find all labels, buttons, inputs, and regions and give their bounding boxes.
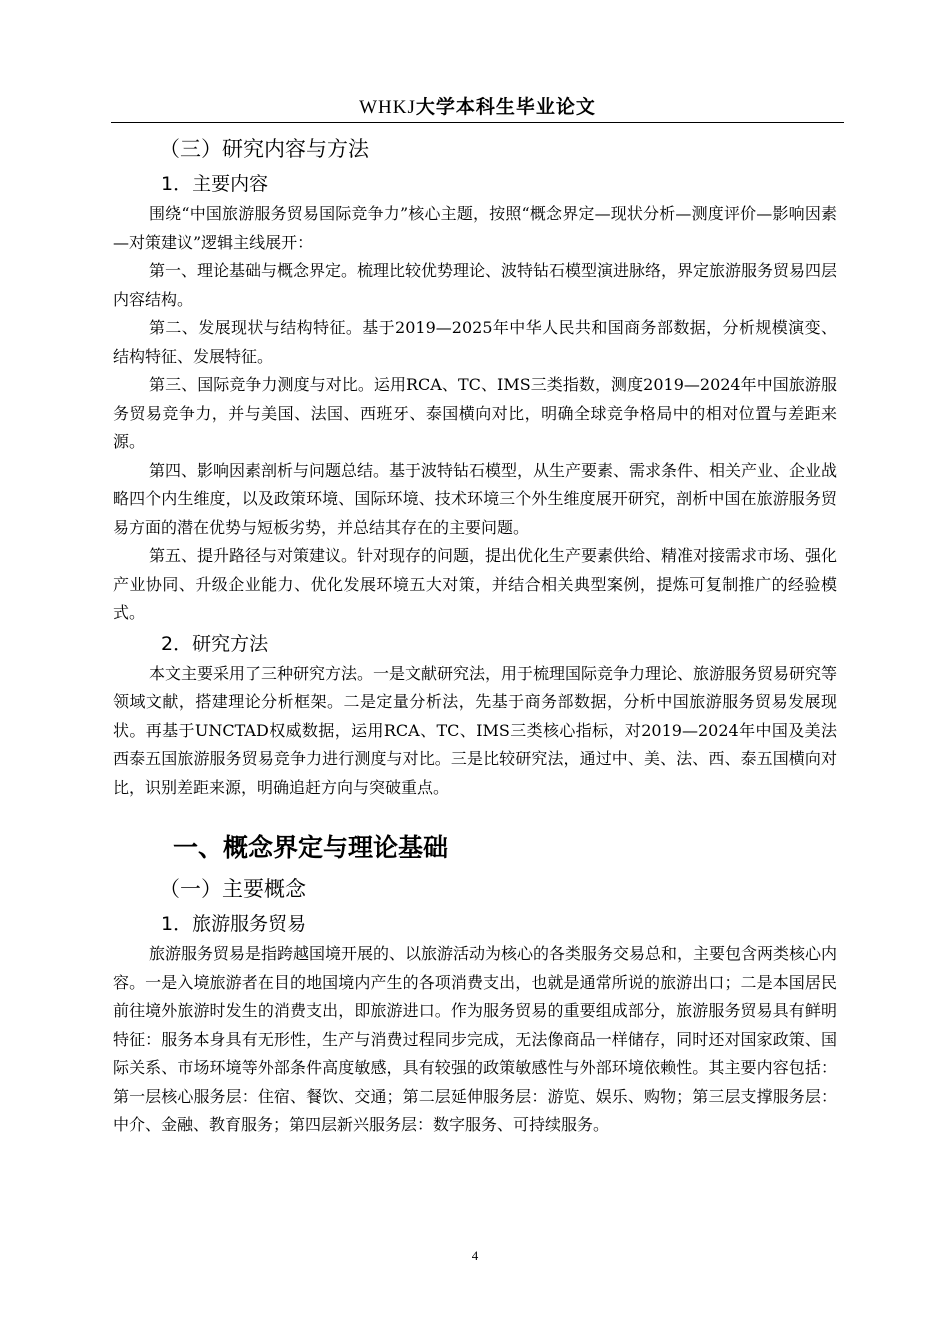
subheading-main-content: 1．主要内容 — [161, 173, 269, 195]
section-heading: （三）研究内容与方法 — [159, 137, 369, 161]
paragraph: 旅游服务贸易是指跨越国境开展的、以旅游活动为核心的各类服务交易总和，主要包含两类核心内容。一是入境旅游者在目的地国境内产生的各项消费支出，也就是通常所说的旅游出口；二是本国居民前往境外旅游时发生的消费支出，即旅游进口。作为服务贸易的重要组成部分，旅游服务贸易具有鲜明特征：服务本身具有无形性，生产与消费过程同步完成，无法像商品一样储存，同时还对国家政策、国际关系、市场环境等外部条件高度敏感，具有较强的政策敏感性与外部环境依赖性。其主要内容包括：第一层核心服务层：住宿、餐饮、交通；第二层延伸服务层：游览、娱乐、购物；第三层支撑服务层：中介、金融、教育服务；第四层新兴服务层：数字服务、可持续服务。 — [113, 944, 838, 1134]
header-latin: WHKJ — [359, 97, 416, 118]
paragraph: 第一、理论基础与概念界定。梳理比较优势理论、波特钻石模型演进脉络，界定旅游服务贸易四层内容结构。 — [113, 261, 838, 309]
header-title — [359, 96, 596, 118]
paragraph: 第四、影响因素剖析与问题总结。基于波特钻石模型，从生产要素、需求条件、相关产业、企业战略四个内生维度，以及政策环境、国际环境、技术环境三个外生维度展开研究，剖析中国在旅游服务贸易方面的潜在优势与短板劣势，并总结其存在的主要问题。 — [113, 460, 838, 537]
page-body — [113, 130, 837, 1140]
section-heading: （一）主要概念 — [159, 877, 306, 901]
paragraph: 第三、国际竞争力测度与对比。运用RCA、TC、IMS三类指数，测度2019—2024年中国旅游服务贸易竞争力，并与美国、法国、西班牙、泰国横向对比，明确全球竞争格局中的相对位置与差距来源。 — [113, 375, 837, 451]
subheading-tourism-trade: 1．旅游服务贸易 — [161, 913, 307, 935]
paragraph: 围绕“中国旅游服务贸易国际竞争力”核心主题，按照“概念界定—现状分析—测度评价—影响因素—对策建议”逻辑主线展开： — [113, 204, 837, 252]
paragraph: 第五、提升路径与对策建议。针对现存的问题，提出优化生产要素供给、精准对接需求市场、强化产业协同、升级企业能力、优化发展环境五大对策，并结合相关典型案例，提炼可复制推广的经验模式。 — [113, 546, 838, 622]
header-university: 大学本科生毕业论文 — [415, 96, 596, 118]
chapter-heading: 一、概念界定与理论基础 — [173, 833, 449, 862]
paragraph: 本文主要采用了三种研究方法。一是文献研究法，用于梳理国际竞争力理论、旅游服务贸易研究等领域文献，搭建理论分析框架。二是定量分析法，先基于商务部数据，分析中国旅游服务贸易发展现状。再基于UNCTAD权威数据，运用RCA、TC、IMS三类核心指标，对2019—2024年中国及美法西泰五国旅游服务贸易竞争力进行测度与对比。三是比较研究法，通过中、美、法、西、泰五国横向对比，识别差距来源，明确追赶方向与突破重点。 — [113, 663, 838, 797]
page-header — [111, 92, 844, 123]
subheading-research-methods: 2．研究方法 — [161, 632, 269, 655]
paragraph: 第二、发展现状与结构特征。基于2019—2025年中华人民共和国商务部数据，分析规模演变、结构特征、发展特征。 — [113, 318, 837, 366]
page-number: 4 — [471, 1248, 479, 1263]
